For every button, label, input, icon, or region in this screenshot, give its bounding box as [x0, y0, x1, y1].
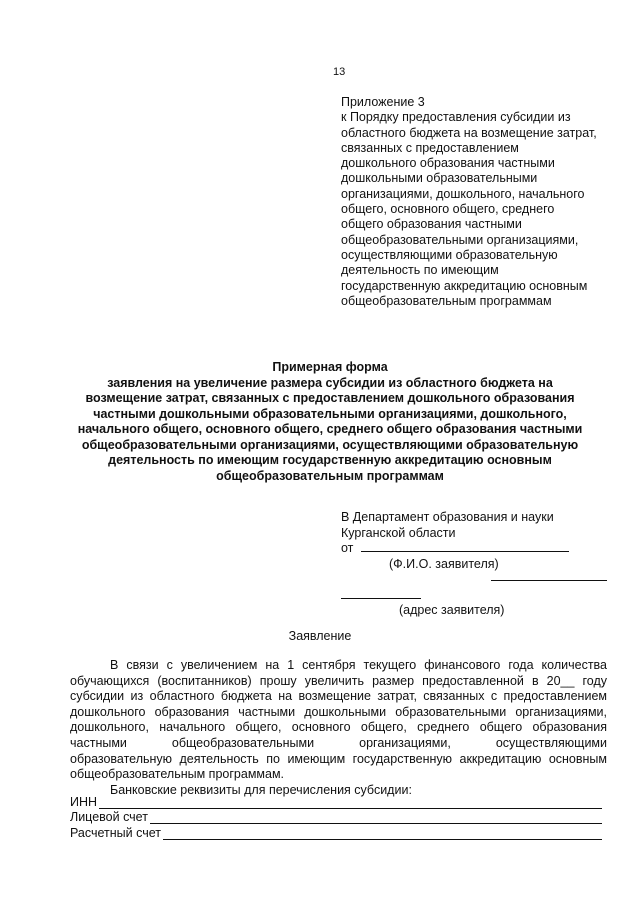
form-title-line: частными дошкольными образовательными организациями, дошкольного,	[93, 406, 567, 421]
address-line-2[interactable]	[341, 598, 421, 599]
inn-row	[70, 795, 602, 809]
applicant-name-caption: (Ф.И.О. заявителя)	[389, 556, 499, 571]
appendix-line: деятельность по имеющим	[341, 263, 499, 278]
statement-body-line: образовательную деятельность по имеющим государственную аккредитацию основным	[70, 751, 607, 766]
appendix-line: дошкольными образовательными	[341, 171, 538, 186]
bank-details-heading: Банковские реквизиты для перечисления субсидии:	[110, 782, 412, 797]
from-label: от	[341, 541, 354, 555]
appendix-line: общего образования частными	[341, 217, 522, 232]
statement-body-line: дошкольного, начального общего, основного общего, среднего общего образования	[70, 720, 607, 735]
form-title-line: Примерная форма	[272, 360, 388, 374]
applicant-address-caption: (адрес заявителя)	[399, 603, 505, 617]
appendix-line: дошкольного образования частными	[341, 156, 555, 171]
statement-body	[70, 658, 607, 798]
inn-label: ИНН	[70, 795, 98, 809]
appendix-line: связанных с предоставлением	[341, 140, 519, 155]
appendix-line: общего, основного общего, среднего	[341, 202, 555, 217]
appendix-line: к Порядку предоставления субсидии из	[341, 110, 571, 125]
applicant-name-line[interactable]	[361, 551, 569, 552]
form-title-line: общеобразовательным программам	[216, 468, 444, 483]
appendix-line: государственную аккредитацию основным	[341, 278, 588, 293]
settlement-account-label: Расчетный счет	[70, 826, 161, 840]
appendix-line: организациями, дошкольного, начального	[341, 186, 585, 201]
form-title-line: возмещение затрат, связанных с предоставлением дошкольного образования	[85, 391, 575, 405]
appendix-header	[341, 95, 621, 309]
personal-account-row	[70, 810, 602, 824]
from-row	[341, 541, 621, 557]
statement-body-line: обучающихся (воспитанников) прошу увеличить размер предоставленной в 20__ году	[70, 673, 607, 688]
page-number: 13	[333, 66, 346, 78]
addressee-department: В Департамент образования и науки	[341, 510, 554, 524]
personal-account-line[interactable]	[150, 812, 602, 824]
appendix-line: областного бюджета на возмещение затрат,	[341, 125, 597, 140]
addressee-block	[341, 510, 621, 572]
appendix-line: осуществляющими образовательную	[341, 247, 558, 262]
statement-body-line: В связи с увеличением на 1 сентября текущего финансового года количества	[110, 658, 607, 672]
address-line-1[interactable]	[491, 580, 607, 581]
personal-account-label: Лицевой счет	[70, 810, 148, 824]
statement-body-line: общеобразовательным программам.	[70, 767, 285, 782]
statement-title: Заявление	[288, 629, 352, 643]
statement-body-line: частными общеобразовательными организациями, осуществляющими	[70, 735, 607, 750]
statement-body-line: субсидии из областного бюджета на возмещение затрат, связанных с предоставлением	[70, 689, 607, 704]
form-title-line: заявления на увеличение размера субсидии из областного бюджета на	[107, 375, 553, 390]
appendix-line: общеобразовательным программам	[341, 293, 552, 308]
statement-body-line: дошкольного образования частными дошкольными образовательными организациями,	[70, 704, 607, 719]
appendix-line: общеобразовательными организациями,	[341, 232, 579, 247]
form-title-line: начального общего, основного общего, среднего общего образования частными	[77, 422, 583, 436]
appendix-line: Приложение 3	[341, 95, 425, 109]
settlement-account-line[interactable]	[163, 828, 602, 840]
inn-line[interactable]	[99, 797, 602, 809]
form-title	[60, 360, 600, 484]
addressee-region: Курганской области	[341, 525, 456, 540]
form-title-line: общеобразовательными организациями, осуществляющими образовательную	[81, 437, 579, 452]
settlement-account-row	[70, 826, 602, 840]
form-title-line: деятельность по имеющим государственную аккредитацию основным	[108, 453, 552, 467]
